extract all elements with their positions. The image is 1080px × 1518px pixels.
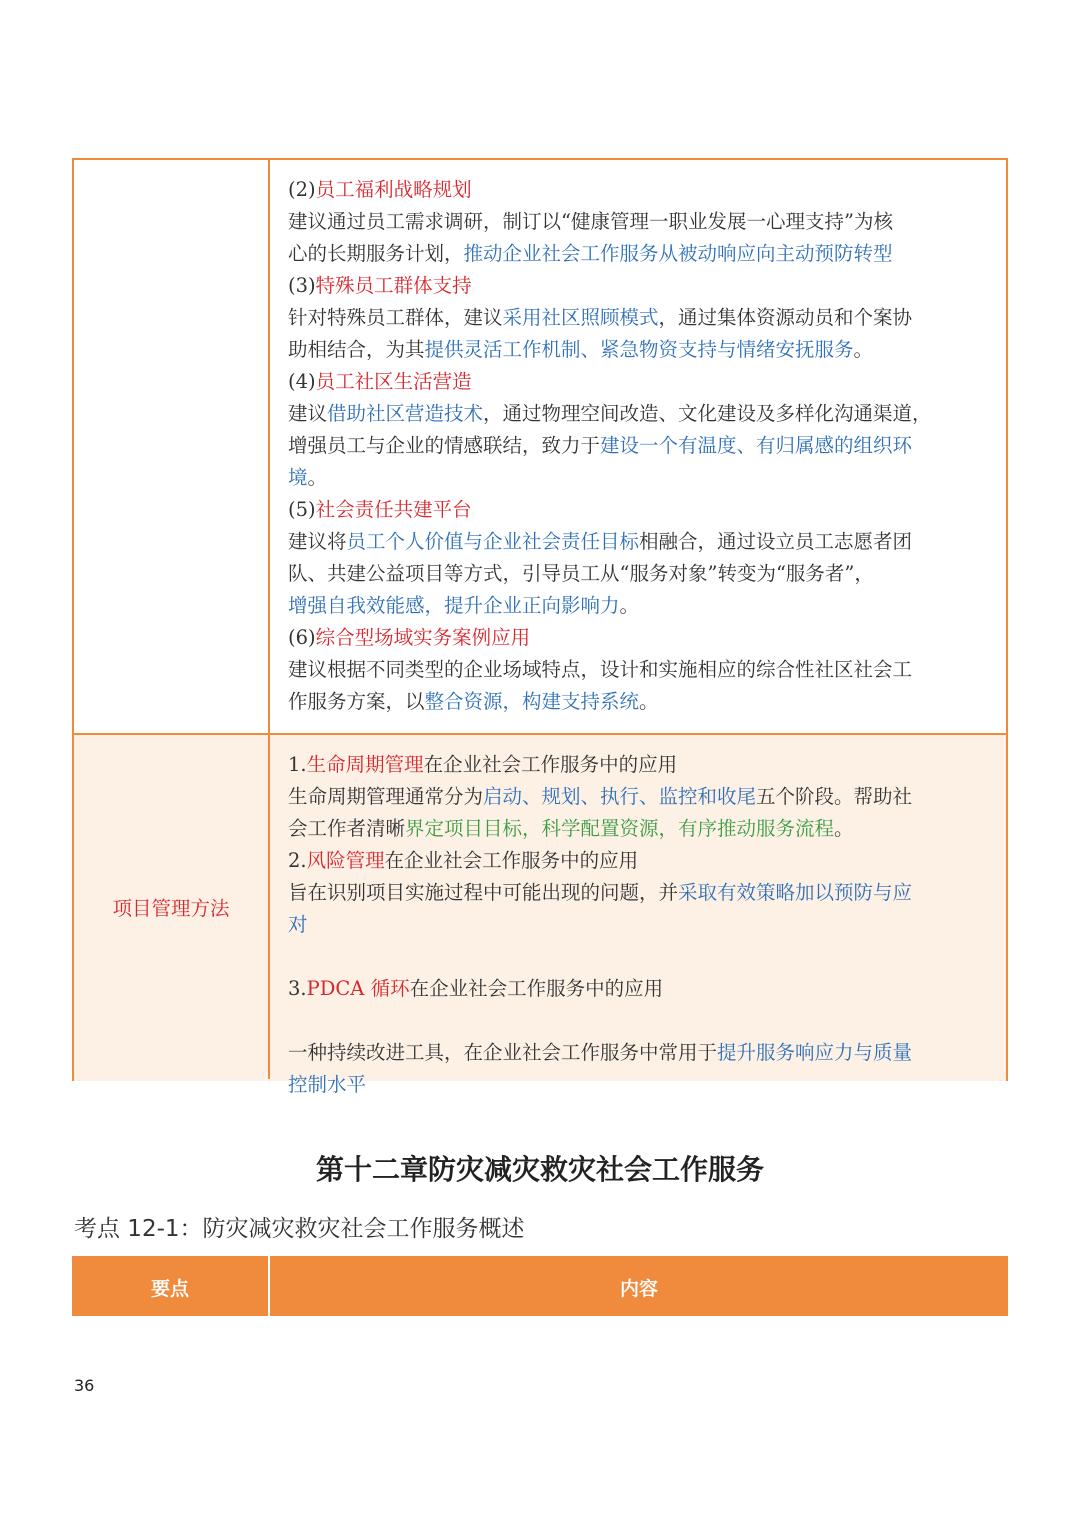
- text-line: [288, 430, 982, 462]
- text-segment: 建议将: [288, 530, 347, 553]
- text-segment: 。: [834, 817, 854, 840]
- text-line: [288, 238, 982, 270]
- table-row: [74, 733, 1006, 1096]
- text-segment: 。: [307, 466, 328, 489]
- text-segment: 1.: [288, 753, 307, 776]
- text-line: [288, 845, 982, 877]
- text-line: [288, 366, 982, 398]
- text-segment: 综合型场域实务案例应用: [315, 626, 531, 649]
- text-line: [288, 270, 982, 302]
- text-segment: 员工个人价值与企业社会责任目标: [346, 530, 640, 553]
- header-col-content: 内容: [619, 1278, 658, 1300]
- text-line: [288, 558, 982, 590]
- text-segment: 借助社区营造技术: [327, 402, 484, 425]
- text-segment: 员工福利战略规划: [315, 178, 472, 201]
- text-segment: 界定项目目标，科学配置资源，有序推动服务流程: [405, 817, 835, 840]
- text-segment: 增强员工与企业的情感联结，致力于: [288, 434, 601, 457]
- text-line: [288, 941, 982, 973]
- text-segment: 风险管理: [306, 849, 385, 872]
- text-segment: 提升服务响应力与质量: [717, 1041, 913, 1064]
- text-segment: 3.: [288, 977, 307, 1000]
- text-line: [288, 334, 982, 366]
- text-line: [288, 654, 982, 686]
- text-line: [288, 590, 982, 622]
- text-segment: 推动企业社会工作服务从被动响应向主动预防转型: [463, 242, 893, 265]
- text-line: [288, 781, 982, 813]
- text-line: [288, 622, 982, 654]
- text-segment: (3): [288, 274, 316, 297]
- text-segment: ，通过集体资源动员和个案协: [658, 306, 913, 329]
- table-header: [72, 1256, 1008, 1316]
- text-line: [288, 302, 982, 334]
- page-number: 36: [74, 1376, 95, 1395]
- text-segment: 相融合，通过设立员工志愿者团: [639, 530, 913, 553]
- text-segment: 。: [853, 338, 874, 361]
- text-segment: 助相结合，为其: [288, 338, 425, 361]
- text-line: [288, 877, 982, 909]
- text-line: [288, 206, 982, 238]
- text-segment: 在企业社会工作服务中的应用: [423, 753, 678, 776]
- text-segment: 采用社区照顾模式: [502, 306, 659, 329]
- text-segment: 建议通过员工需求调研，制订以“健康管理一职业发展一心理支持”为核: [288, 210, 893, 233]
- text-segment: ，通过物理空间改造、文化建设及多样化沟通渠道，: [483, 402, 932, 425]
- text-segment: 心的长期服务计划，: [288, 242, 464, 265]
- text-segment: 旨在识别项目实施过程中可能出现的问题，并: [288, 881, 679, 904]
- text-segment: 境: [288, 466, 308, 489]
- text-segment: PDCA 循环: [306, 977, 410, 1000]
- text-segment: 特殊员工群体支持: [315, 274, 472, 297]
- text-segment: 队、共建公益项目等方式，引导员工从“服务对象”转变为“服务者”，: [288, 562, 874, 585]
- chapter-title: 第十二章防灾减灾救灾社会工作服务: [315, 1153, 764, 1186]
- text-line: [288, 1037, 982, 1069]
- text-segment: 在企业社会工作服务中的应用: [409, 977, 664, 1000]
- text-segment: 建议: [288, 402, 328, 425]
- text-segment: 会工作者清晰: [288, 817, 406, 840]
- text-segment: (6): [288, 626, 316, 649]
- section-heading: 考点 12-1：防灾减灾救灾社会工作服务概述: [74, 1216, 525, 1242]
- text-segment: 提供灵活工作机制、紧急物资支持与情绪安抚服务: [424, 338, 854, 361]
- text-line: [288, 398, 982, 430]
- text-segment: 2.: [288, 849, 307, 872]
- content-table: [72, 158, 1008, 1096]
- text-segment: 。: [619, 594, 640, 617]
- text-segment: 一种持续改进工具，在企业社会工作服务中常用于: [288, 1041, 718, 1064]
- text-line: [288, 1069, 982, 1101]
- text-segment: 在企业社会工作服务中的应用: [384, 849, 639, 872]
- text-segment: 对: [288, 913, 308, 936]
- text-line: [288, 526, 982, 558]
- row-content: [288, 749, 982, 1101]
- text-segment: 员工社区生活营造: [315, 370, 472, 393]
- text-line: [288, 813, 982, 845]
- row-content: [288, 174, 982, 718]
- text-segment: 。: [639, 690, 659, 713]
- text-line: [288, 973, 982, 1005]
- text-segment: 作服务方案，以: [288, 690, 425, 713]
- text-segment: 建议根据不同类型的企业场域特点，设计和实施相应的综合性社区社会工: [288, 658, 913, 681]
- text-segment: 增强自我效能感，提升企业正向影响力: [288, 594, 620, 617]
- column-divider: [268, 160, 270, 1079]
- text-segment: 控制水平: [288, 1073, 367, 1096]
- text-segment: (2): [288, 178, 316, 201]
- header-col-key-points: 要点: [150, 1278, 189, 1300]
- text-segment: 生命周期管理: [306, 753, 424, 776]
- text-segment: 社会责任共建平台: [315, 498, 472, 521]
- text-line: [288, 909, 982, 941]
- text-segment: (4): [288, 370, 316, 393]
- text-segment: 启动、规划、执行、监控和收尾: [483, 785, 757, 808]
- text-line: [288, 686, 982, 718]
- table-row: [74, 160, 1006, 733]
- text-line: [288, 494, 982, 526]
- text-segment: 五个阶段。帮助社: [756, 785, 913, 808]
- row-label: 项目管理方法: [112, 897, 230, 920]
- text-line: [288, 462, 982, 494]
- text-line: [288, 174, 982, 206]
- text-segment: (5): [288, 498, 316, 521]
- text-segment: 建设一个有温度、有归属感的组织环: [600, 434, 913, 457]
- text-segment: 整合资源，构建支持系统: [424, 690, 640, 713]
- text-line: [288, 1005, 982, 1037]
- text-segment: 针对特殊员工群体，建议: [288, 306, 503, 329]
- text-segment: 采取有效策略加以预防与应: [678, 881, 913, 904]
- text-segment: 生命周期管理通常分为: [288, 785, 484, 808]
- text-line: [288, 749, 982, 781]
